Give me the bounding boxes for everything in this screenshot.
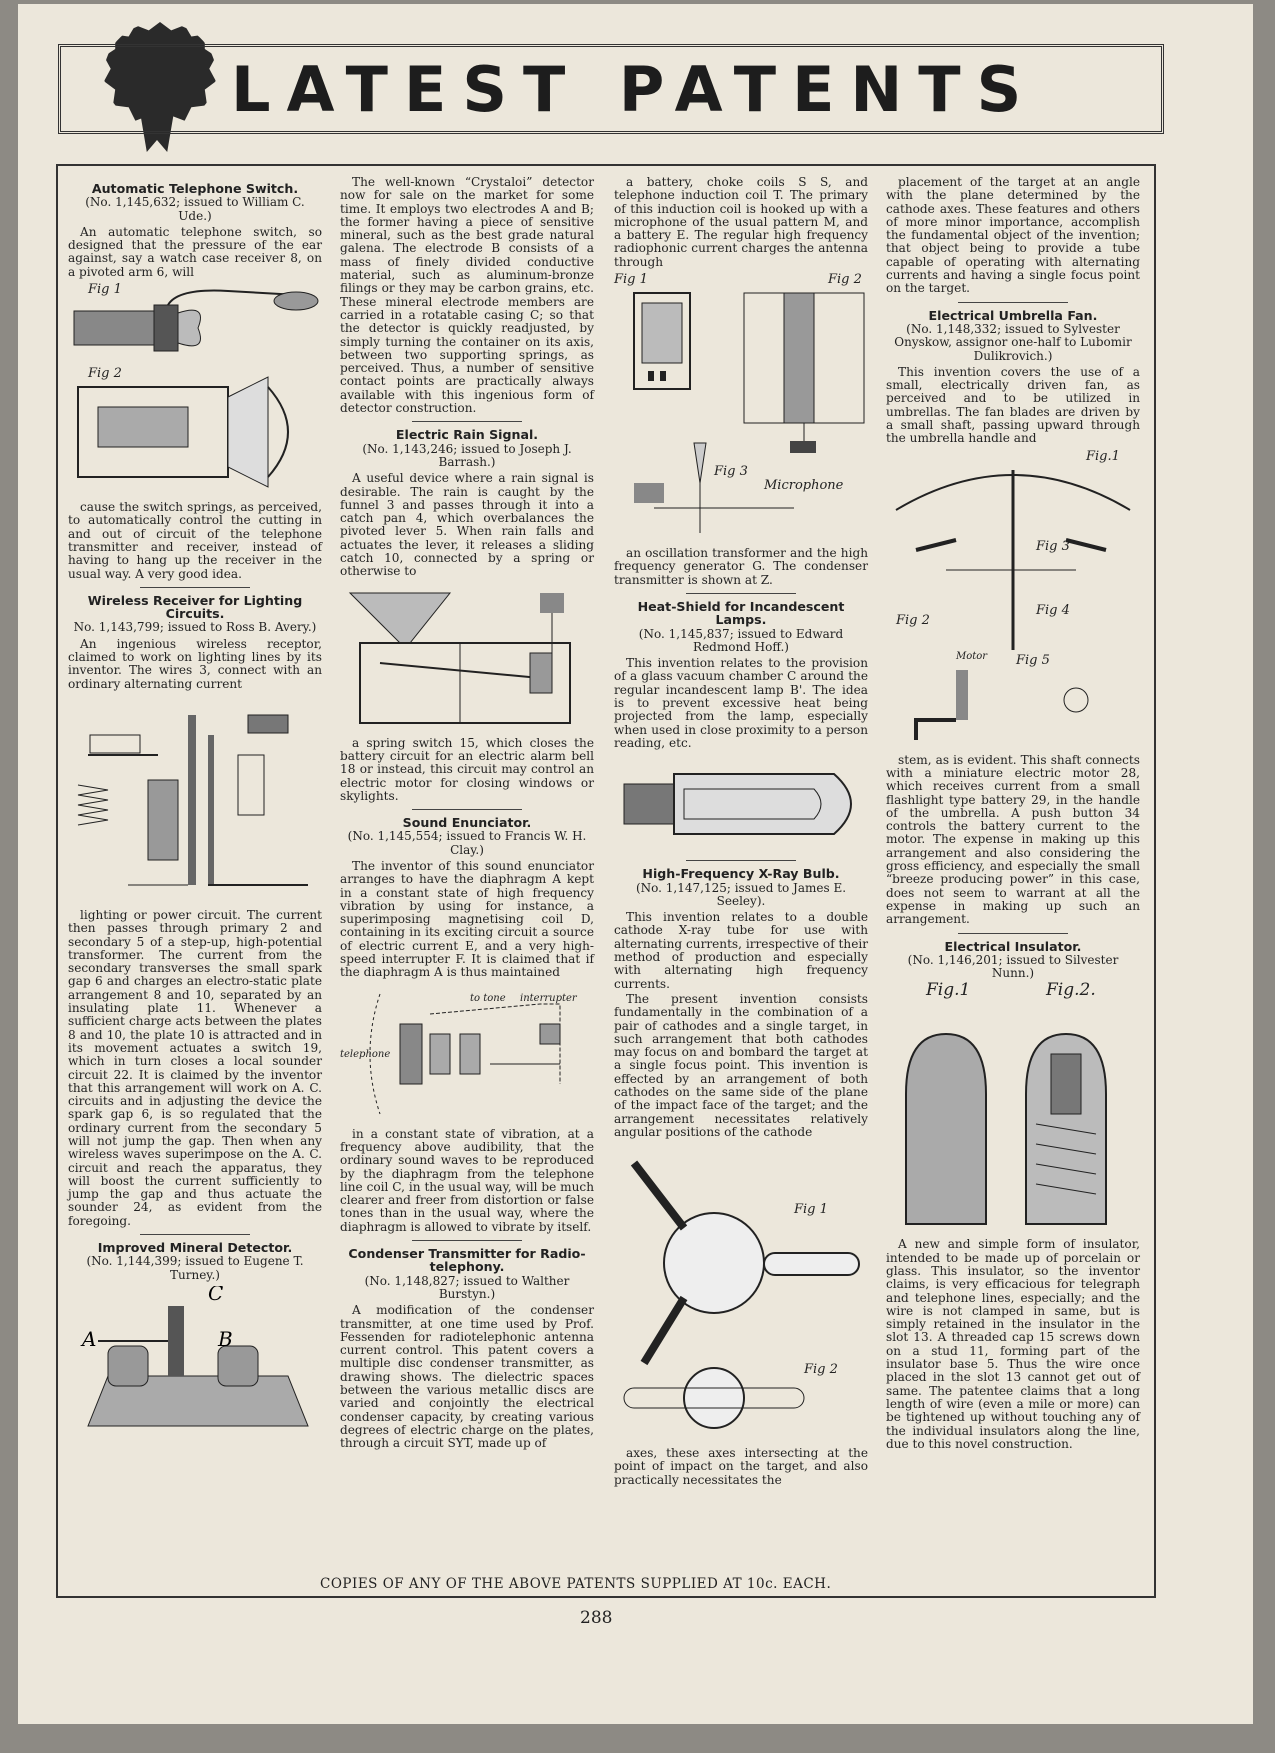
sound-enunciator-diagram — [340, 984, 594, 1124]
copies-notice: COPIES OF ANY OF THE ABOVE PATENTS SUPPLIED AT 10c. EACH. — [320, 1576, 832, 1592]
article-title: Wireless Receiver for Lighting Circuits. — [87, 592, 303, 622]
figure-label: telephone — [340, 1048, 391, 1060]
article-text: lighting or power circuit. The current then passes through primary 2 and secondary 5 of a step-up, high-potential transformer. The current from the secondary transverses the small spark gap 6 and charges an electro-static plate arrangement 8 and 10, separated by an insulating plate 11. Whenever a sufficient charge acts between the plates 8 and 10, the plate 10 is attracted and in its movement actuates a switch 19, which in turn closes a local sounder circuit 22. It is claimed by the inventor that this arrangement will work on A. C. circuits and in adjusting the device the spark gap 6, is so regulated that the ordinary current from the secondary 5 will not jump the gap. Then when any wireless waves superimpose on the A. C. circuit and reach the apparatus, they will boost the current sufficiently to jump the gap and thus actuate the sounder 24, as evident from the foregoing. — [68, 907, 322, 1228]
article-text: An automatic telephone switch, so designed that the pressure of the ear against, say a watch case receiver 8, on a pivoted arm 6, will — [68, 224, 322, 279]
page-title: LATEST PATENTS — [231, 53, 1038, 126]
article-title: Electric Rain Signal. — [395, 427, 539, 443]
figure-label: Fig 2 — [896, 612, 930, 628]
figure-label: Fig 3 — [714, 464, 748, 480]
article-text: cause the switch springs, as perceived, to automatically control the cutting in and out of circuit of the telephone transmitter and receiver, instead of having to hang up the receiver in the usual way. A very good idea. — [68, 500, 322, 581]
svg-text:C: C — [208, 1285, 224, 1305]
umbrella-fan-figures — [886, 450, 1140, 750]
figure-label: Microphone — [764, 478, 844, 494]
column-4 — [886, 176, 1140, 1453]
column-3 — [614, 176, 868, 1489]
patent-reference: No. 1,143,799; issued to Ross B. Avery.) — [73, 620, 317, 635]
divider — [140, 587, 250, 588]
figure-label: Fig 2 — [804, 1362, 838, 1378]
mineral-detector-figure — [68, 1286, 322, 1436]
divider — [412, 809, 522, 810]
figure-label: Motor — [956, 650, 988, 662]
x-ray-bulb-figures — [614, 1143, 868, 1443]
svg-text:B: B — [218, 1326, 233, 1351]
figure-label: Fig.2. — [1046, 980, 1096, 1001]
svg-text:A: A — [82, 1326, 97, 1351]
rain-signal-diagram — [340, 583, 594, 733]
figure-label: Fig 1 — [794, 1202, 828, 1218]
figure-label: Fig 1 — [88, 282, 122, 298]
title-banner — [58, 44, 1164, 134]
article-text: an oscillation transformer and the high frequency generator G. The condenser transmitter is shown at Z. — [614, 546, 868, 587]
column-1 — [68, 176, 322, 1440]
figure-label: Fig 1 — [614, 272, 648, 288]
article-title: High-Frequency X-Ray Bulb. — [642, 866, 840, 882]
article-text: The well-known “Crystaloi” detector now for sale on the market for some time. It employs two electrodes A and B; the former having a piece of sensitive mineral, such as the best grade natural galena. The electrode B consists of a mass of finely divided conductive material, such as aluminum-bronze filings or they may be carbon grains, etc. These mineral electrode members are carried in a rotatable casing C; so that the detector is quickly readjusted, by simply turning the container on its axis, between two supporting springs, as perceived. Thus, a number of sensitive contact points are practically always available with this ingenious form of detector construction. — [340, 175, 594, 416]
divider — [686, 593, 796, 594]
article-text: This invention relates to the provision of a glass vacuum chamber C around the regular incandescent lamp B'. The idea is to prevent excessive heat being projected from the lamp, especially when used in close proximity to a person reading, etc. — [614, 656, 868, 750]
divider — [958, 933, 1068, 934]
figure-label: Fig 2 — [88, 366, 122, 382]
article-text: A useful device where a rain signal is desirable. The rain is caught by the funnel 3 and passes through it into a catch pan 4, which overbalances the pivoted lever 5. When rain falls and actuates the lever, it releases a sliding catch 10, connected by a spring or otherwise to — [340, 471, 594, 579]
page-number: 288 — [580, 1608, 613, 1628]
article-text: This invention relates to a double cathode X-ray tube for use with alternating currents, irrespective of their method of production and especially with alternating high frequency currents. — [614, 910, 868, 991]
patent-reference: (No. 1,148,332; issued to Sylvester Onyskow, assignor one-half to Lubomir Dulikrovich.) — [894, 321, 1132, 363]
article-text: stem, as is evident. This shaft connects with a miniature electric motor 28, which receives current from a small flashlight type battery 29, in the handle of the umbrella. A push button 34 controls the battery current to the motor. The expense in making up this arrangement and also considering the gross efficiency, and especially the small “breeze producing power” in this case, does not seem to warrant at all the expense in making up such an arrangement. — [886, 752, 1140, 927]
figure-label: interrupter — [520, 992, 577, 1004]
patent-reference: (No. 1,145,632; issued to William C. Ude.) — [85, 195, 305, 223]
article-title: Automatic Telephone Switch. — [91, 181, 299, 196]
article-title: Condenser Transmitter for Radio-telephony. — [348, 1246, 586, 1275]
article-text: The inventor of this sound enunciator arranges to have the diaphragm A kept in a constant state of high frequency vibration by using for instance, a superimposing magnetising coil D, containing in its exciting circuit a source of electric current E, and a very high-speed interrupter F. It is claimed that if the diaphragm A is thus maintained — [340, 858, 594, 980]
article-title: Heat-Shield for Incandescent Lamps. — [637, 598, 845, 628]
figure-label: Fig.1 — [926, 980, 971, 1001]
patent-reference: (No. 1,147,125; issued to James E. Seeley). — [635, 880, 847, 908]
heat-shield-lamp-figure — [614, 754, 868, 854]
article-title: Electrical Insulator. — [944, 938, 1082, 954]
figure-label: Fig.1 — [1086, 448, 1120, 464]
article-text: The present invention consists fundamentally in the combination of a pair of cathodes and a single target, in such arrangement that both cathodes may focus on and bombard the target at a single focus point. This invention is effected by an arrangement of both cathodes on the same side of the plane of the impact face of the target; and the arrangement necessitates relatively angular positions of the cathode — [614, 991, 868, 1139]
patent-reference: (No. 1,146,201; issued to Silvester Nunn.) — [907, 952, 1119, 981]
article-text: placement of the target at an angle with the plane determined by the cathode axes. These features and others of more minor importance, accomplish the fundamental object of the invention; that object being to provide a tube capable of operating with alternating currents and having a single focus point on the target. — [886, 175, 1140, 296]
figure-label: Fig 3 — [1036, 538, 1070, 554]
insulator-figures — [886, 980, 1140, 1234]
figure-label: Fig 4 — [1036, 602, 1070, 618]
telephone-switch-figure-1 — [68, 283, 322, 363]
patent-reference: (No. 1,143,246; issued to Joseph J. Barrash.) — [362, 441, 572, 469]
article-text: in a constant state of vibration, at a frequency above audibility, that the ordinary sound waves to be reproduced by the diaphragm from the telephone line coil C, in the usual way, will be much clearer and freer from distortion or false tones than in the usual way, where the diaphragm is allowed to vibrate by itself. — [340, 1126, 594, 1234]
divider — [140, 1234, 250, 1235]
article-text: This invention covers the use of a small, electrically driven fan, as perceived and to be utilized in umbrellas. The fan blades are driven by a small shaft, passing upward through the umbrella handle and — [886, 364, 1140, 446]
divider — [958, 302, 1068, 303]
figure-label: to tone — [470, 992, 506, 1004]
patent-reference: (No. 1,144,399; issued to Eugene T. Turney.) — [86, 1254, 304, 1282]
article-text: A modification of the condenser transmitter, at one time used by Prof. Fessenden for radiotelephonic antenna current control. This patent covers a multiple disc condenser transmitter, as drawing shows. The dielectric spaces between the various metallic discs are varied and conjointly the electrical condenser capacity, by creating various degrees of electric charge on the plates, through a circuit SYT, made up of — [340, 1303, 594, 1451]
article-text: a battery, choke coils S S, and telephone induction coil T. The primary of this induction coil is hooked up with a microphone of the usual pattern M, and a battery E. The regular high frequency radiophonic current charges the antenna through — [614, 175, 868, 269]
patent-reference: (No. 1,145,554; issued to Francis W. H. Clay.) — [347, 829, 587, 857]
article-text: A new and simple form of insulator, intended to be made up of porcelain or glass. This insulator, so the inventor claims, is very efficacious for telegraph and telephone lines, especially; and the wire is not clamped in same, but is simply retained in the insulator in the slot 13. A threaded cap 15 screws down on a stud 11, forming part of the insulator base 5. Thus the wire once placed in the slot 13 cannot get out of same. The patentee claims that a long length of wire (even a mile or more) can be tightened up without touching any of the individual insulators along the line, due to this novel construction. — [886, 1237, 1140, 1451]
column-2 — [340, 176, 594, 1452]
divider — [686, 860, 796, 861]
figure-label: Fig 2 — [828, 272, 862, 288]
patent-reference: (No. 1,148,827; issued to Walther Burstyn.) — [364, 1273, 570, 1301]
article-title: Improved Mineral Detector. — [97, 1240, 293, 1256]
wireless-receiver-diagram — [68, 695, 322, 905]
article-text: axes, these axes intersecting at the point of impact on the target, and also practically necessitates the — [614, 1446, 868, 1487]
article-title: Sound Enunciator. — [402, 815, 532, 831]
figure-label: Fig 5 — [1016, 652, 1050, 668]
divider — [412, 421, 522, 422]
telephone-switch-figure-2 — [68, 367, 322, 497]
patent-reference: (No. 1,145,837; issued to Edward Redmond Hoff.) — [638, 626, 844, 654]
article-text: An ingenious wireless receptor, claimed to work on lighting lines by its inventor. The wires 3, connect with an ordinary alternating current — [68, 636, 322, 691]
article-text: a spring switch 15, which closes the battery circuit for an electric alarm bell 18 or instead, this circuit may control an electric motor for closing windows or skylights. — [340, 735, 594, 803]
divider — [412, 1240, 522, 1241]
condenser-transmitter-figures — [614, 273, 868, 543]
article-title: Electrical Umbrella Fan. — [928, 307, 1098, 323]
